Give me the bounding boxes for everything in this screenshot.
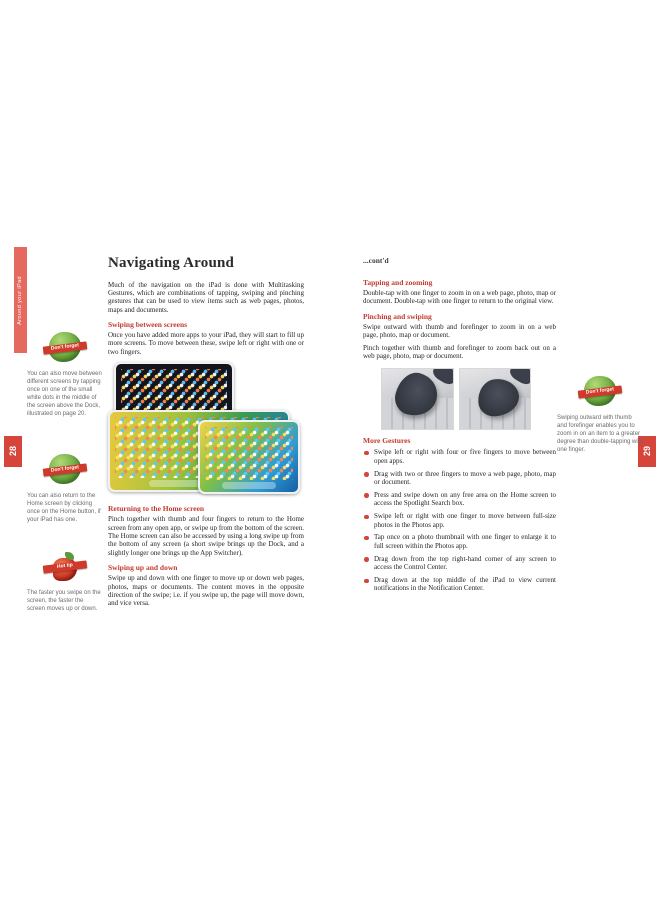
ipad-screens-figure (108, 362, 302, 498)
tip-banner-label: Don't forget (43, 341, 88, 354)
pinch-gesture-photos (381, 368, 531, 430)
gesture-list-item: Drag down at the top middle of the iPad to view current notifications in the Notification Center. (363, 576, 556, 593)
section-heading-pinching-swiping: Pinching and swiping (363, 311, 432, 321)
dont-forget-icon (46, 330, 84, 366)
section-body: Double-tap with one finger to zoom in on a web page, photo, map or document. Double-tap with one finger to return to the original view. (363, 289, 556, 306)
gesture-list-item: Swipe left or right with four or five fingers to move between open apps. (363, 448, 556, 465)
left-page-main (108, 255, 304, 612)
pinch-photo-1 (381, 368, 454, 430)
intro-paragraph: Much of the navigation on the iPad is done with Multitasking Gestures, which are combinations of tapping, swiping and pinching gestures that can be used to view items such as web pages, photos, maps and documents. (108, 280, 304, 314)
sidebar-tip-hot-tip (27, 549, 103, 613)
gesture-list-item: Tap once on a photo thumbnail with one finger to enlarge it to full screen within the Photos app. (363, 533, 556, 550)
continued-label: ...cont'd (363, 256, 389, 265)
section-heading-tapping-zooming: Tapping and zooming (363, 278, 433, 287)
tip-banner-label: Don't forget (578, 385, 623, 398)
chapter-tab-label: Around your iPad (16, 275, 23, 325)
tip-caption: Swiping outward with thumb and forefinger enables you to zoom in on an item to a greater degree than double-tapping with one finger. (557, 415, 643, 454)
pinch-photo-2 (459, 368, 532, 430)
right-page-main (363, 256, 556, 597)
tip-caption: The faster you swipe on the screen, the faster the screen moves up or down. (27, 590, 101, 613)
page-title: Navigating Around (108, 255, 235, 271)
sidebar-tip-dont-forget-1 (27, 330, 103, 419)
section-heading-returning-home: Returning to the Home screen (108, 504, 205, 514)
ipad-screenshot-home (198, 420, 300, 494)
right-page-number: 29 (641, 446, 652, 457)
more-gestures-list (363, 448, 556, 592)
gesture-list-item: Swipe left or right with one finger to move between full-size photos in the Photos app. (363, 512, 556, 529)
dont-forget-icon (46, 452, 84, 488)
gesture-list-item: Drag down from the top right-hand corner of any screen to access the Control Center. (363, 555, 556, 572)
section-heading-more-gestures: More Gestures (363, 436, 411, 446)
tip-caption: You can also return to the Home screen by clicking once on the Home button, if your iPad has one. (27, 493, 101, 524)
section-body: Once you have added more apps to your iPad, they will start to fill up more screens. To move between these, swipe left or right with one or two fingers. (108, 331, 304, 356)
left-page-number-box (4, 436, 22, 467)
sidebar-tip-dont-forget-2 (27, 452, 103, 524)
sidebar-tip-dont-forget-right (557, 374, 643, 454)
chapter-tab (14, 247, 27, 353)
section-body: Swipe up and down with one finger to move up or down web pages, photos, maps or documents. The content moves in the opposite direction of the swipe; i.e. if you swipe up, the page will move down, and vice versa. (108, 574, 304, 608)
left-page-number: 28 (7, 446, 18, 457)
gesture-list-item: Drag with two or three fingers to move a web page, photo, map or document. (363, 470, 556, 487)
hot-tip-icon (46, 549, 84, 585)
tip-caption: You can also move between different screens by tapping once on one of the small white dots in the middle of the screen above the Dock, illustrated on page 20. (27, 371, 102, 418)
dont-forget-icon (581, 374, 619, 410)
ipad-dock (222, 482, 277, 489)
gesture-list-item: Press and swipe down on any free area on the Home screen to access the Spotlight Search box. (363, 491, 556, 508)
section-body: Swipe outward with thumb and forefinger to zoom in on a web page, photo, map or document. (363, 322, 556, 340)
tip-banner-label: Hot tip (43, 560, 88, 573)
section-heading-swiping-between-screens: Swiping between screens (108, 320, 188, 330)
section-heading-swiping-up-down: Swiping up and down (108, 563, 178, 573)
section-body: Pinch together with thumb and forefinger to zoom back out on a web page, photo, map or document. (363, 343, 556, 360)
tip-banner-label: Don't forget (43, 463, 88, 476)
app-icon-grid (205, 427, 293, 480)
section-body: Pinch together with thumb and four fingers to return to the Home screen from any open app, or swipe up from the bottom of the screen. The Home screen can also be accessed by using a long swipe up from the bottom of any screen (a short swipe brings up the Dock, and a slightly longer one brings up the App Switcher). (108, 515, 304, 557)
